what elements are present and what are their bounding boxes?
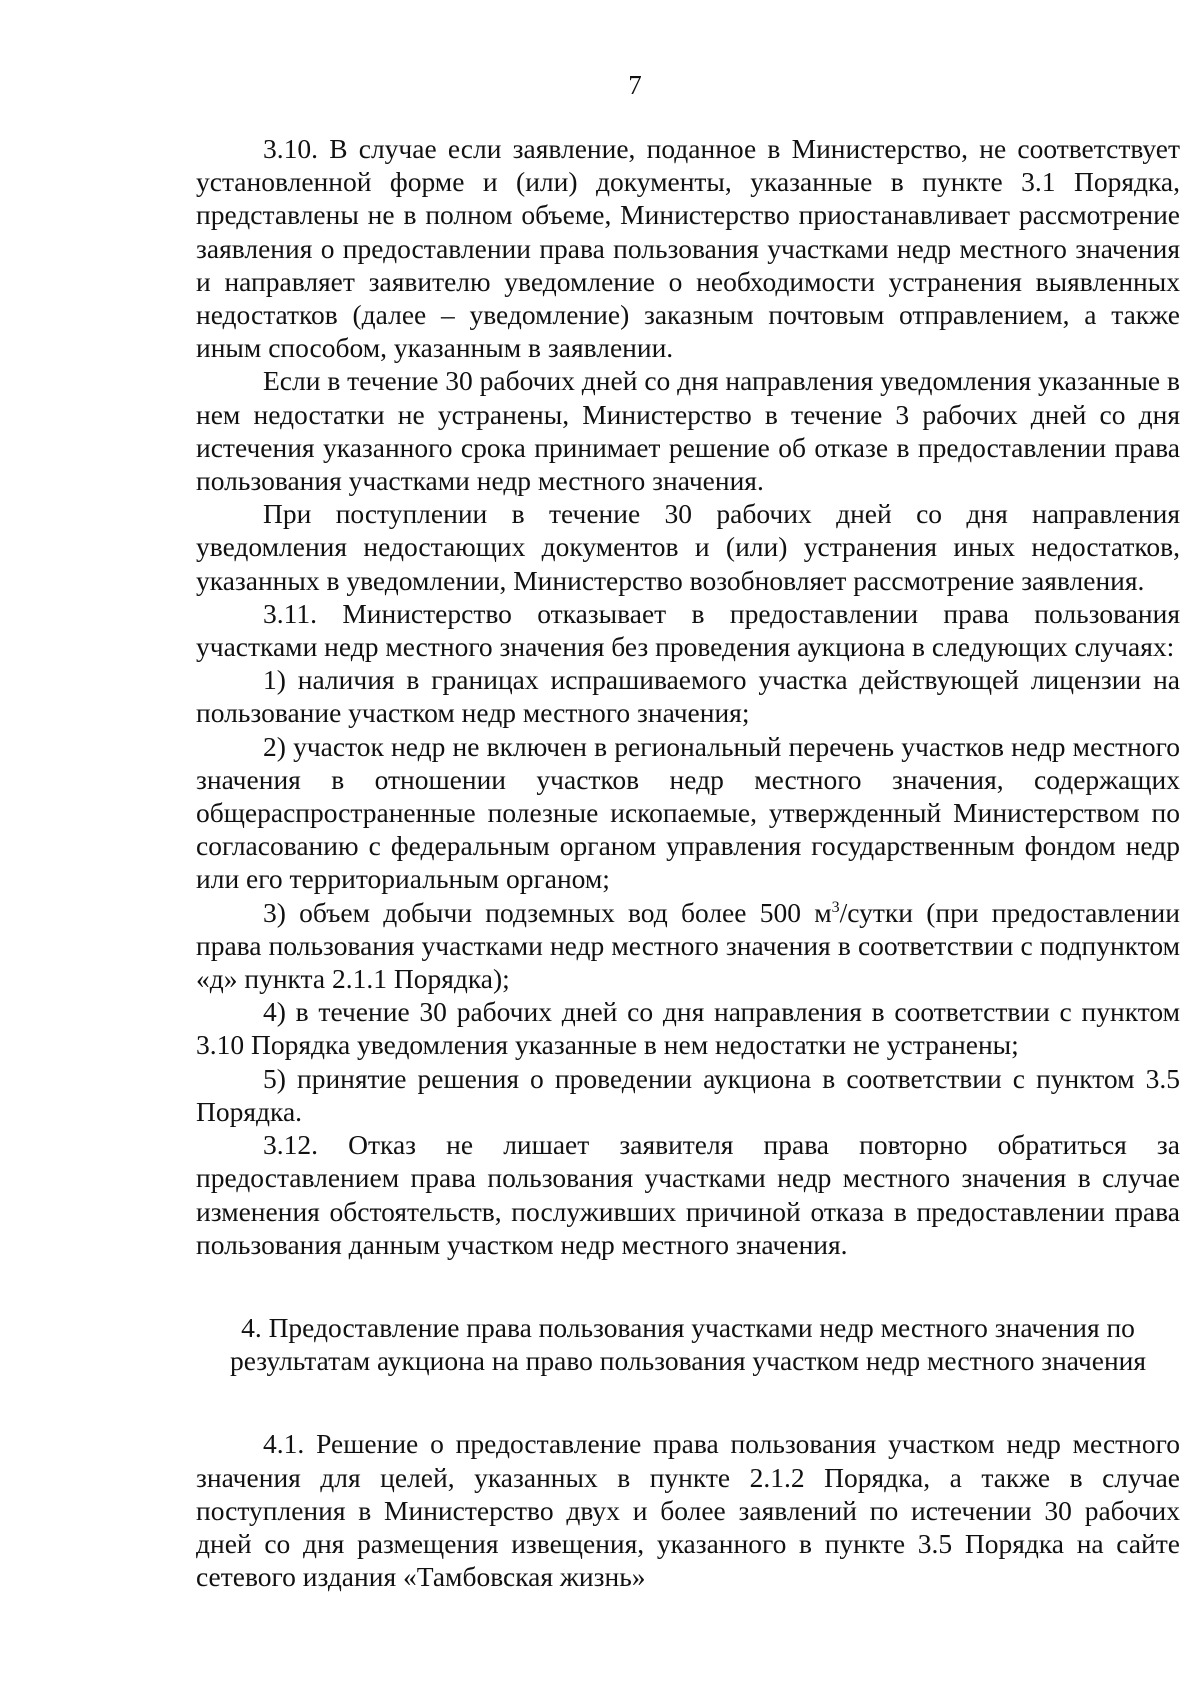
cubic-superscript: 3: [831, 898, 840, 916]
paragraph-3-10-deadline: Если в течение 30 рабочих дней со дня направления уведомления указанные в нем недостатки не устранены, Министерство в течение 3 рабочих дней со дня истечения указанного срока принимает решение об отказе в предоставлении права пользования участками недр местного значения.: [196, 365, 1180, 497]
paragraph-3-10-resumption: При поступлении в течение 30 рабочих дней со дня направления уведомления недостающих документов и (или) устранения иных недостатков, указанных в уведомлении, Министерство возобновляет рассмотрение заявления.: [196, 498, 1180, 596]
section-heading-line-1: 4. Предоставление права пользования участками недр местного значения по: [241, 1311, 1135, 1343]
page-number: 7: [628, 70, 642, 100]
paragraph-3-11: 3.11. Министерство отказывает в предоставлении права пользования участками недр местного значения без проведения аукциона в следующих случаях:: [196, 597, 1180, 663]
section-heading-line-2: результатам аукциона на право пользования участком недр местного значения: [229, 1345, 1147, 1377]
paragraph-3-10: 3.10. В случае если заявление, поданное в Министерство, не соответствует установленной форме и (или) документы, указанные в пункте 3.1 Порядка, представлены не в полном объеме, Министерство приостанавливает рассмотрение заявления о предоставлении права пользования участками недр местного значения и направляет заявителю уведомление о необходимости устранения выявленных недостатков (далее – уведомление) заказным почтовым отправлением, а также иным способом, указанным в заявлении.: [196, 133, 1180, 364]
paragraph-3-12: 3.12. Отказ не лишает заявителя права повторно обратиться за предоставлением права пользования участками недр местного значения в случае изменения обстоятельств, послуживших причиной отказа в предоставлении права пользования данным участком недр местного значения.: [196, 1129, 1180, 1260]
list-item-3-part2: /сутки (при предоставлении права пользования участками недр местного значения в соответствии с подпунктом «д» пункта 2.1.1 Порядка);: [196, 896, 1180, 995]
document-body: [196, 132, 1180, 1593]
section-heading: [196, 1311, 1180, 1377]
list-item-4: 4) в течение 30 рабочих дней со дня направления в соответствии с пунктом 3.10 Порядка уведомления указанные в нем недостатки не устранены;: [196, 996, 1180, 1061]
list-item-1: 1) наличия в границах испрашиваемого участка действующей лицензии на пользование участком недр местного значения;: [196, 664, 1180, 729]
list-item-2: 2) участок недр не включен в региональный перечень участков недр местного значения в отношении участков недр местного значения, содержащих общераспространенные полезные ископаемые, утвержденный Министерством по согласованию с федеральным органом управления государственным фондом недр или его территориальным органом;: [196, 730, 1180, 895]
list-item-3: [196, 896, 1180, 996]
paragraph-4-1: 4.1. Решение о предоставление права пользования участком недр местного значения для целей, указанных в пункте 2.1.2 Порядка, а также в случае поступления в Министерство двух и более заявлений по истечении 30 рабочих дней со дня размещения извещения, указанного в пункте 3.5 Порядка на сайте сетевого издания «Тамбовская жизнь»: [196, 1428, 1180, 1593]
list-item-5: 5) принятие решения о проведении аукциона в соответствии с пунктом 3.5 Порядка.: [196, 1062, 1180, 1127]
list-item-3-part1: 3) объем добычи подземных вод более 500 м: [263, 896, 832, 928]
